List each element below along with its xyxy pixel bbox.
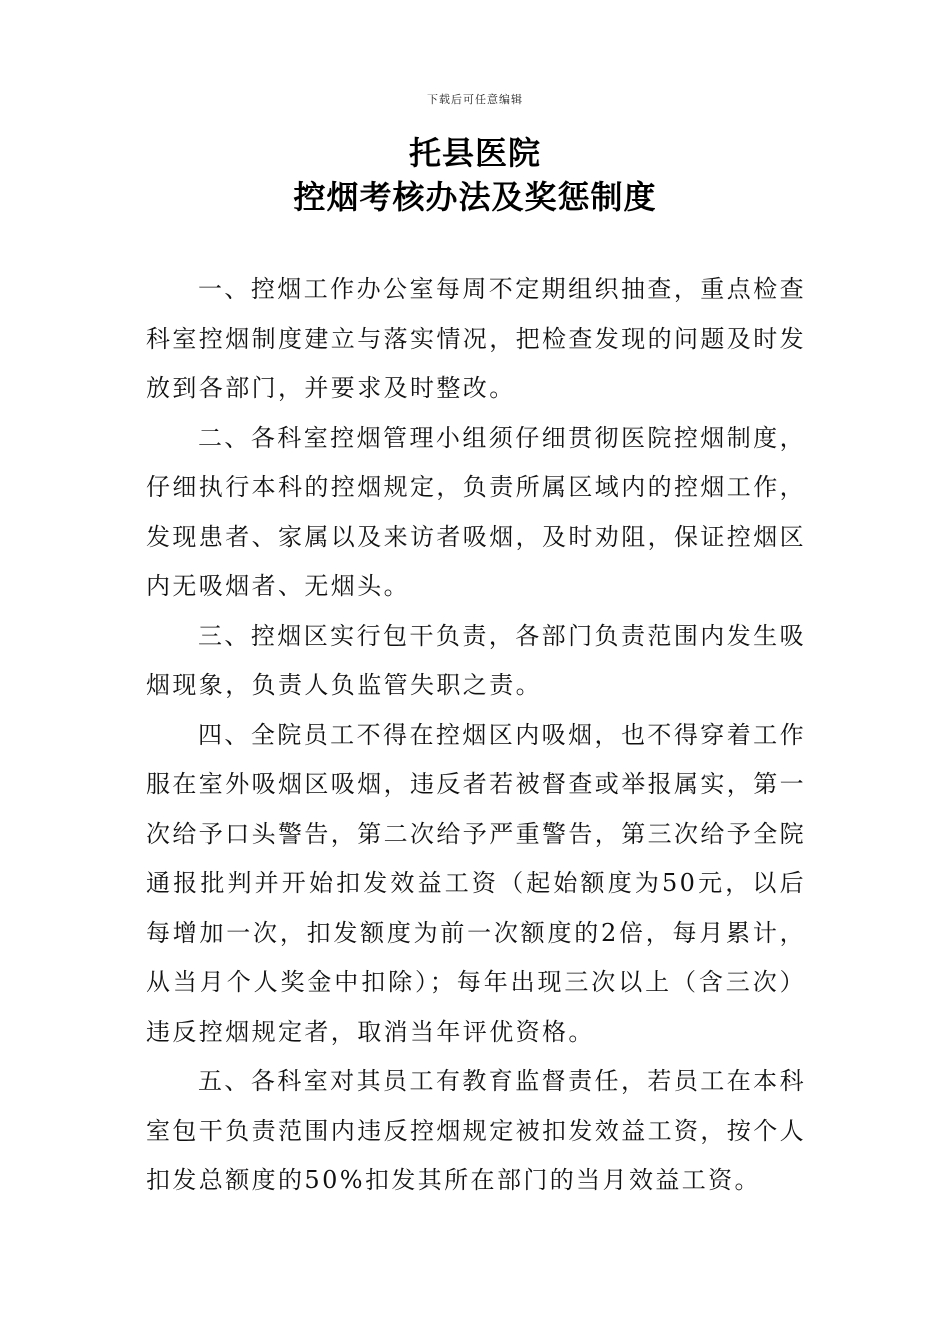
document-body — [146, 265, 806, 1206]
paragraph-5: 五、各科室对其员工有教育监督责任，若员工在本科室包干负责范围内违反控烟规定被扣发效益工资，按个人扣发总额度的50%扣发其所在部门的当月效益工资。 — [146, 1067, 806, 1194]
paragraph-1: 一、控烟工作办公室每周不定期组织抽查，重点检查科室控烟制度建立与落实情况，把检查发现的问题及时发放到各部门，并要求及时整改。 — [146, 275, 806, 402]
header-note: 下载后可任意编辑 — [427, 93, 523, 106]
document-title-hospital: 托县医院 — [408, 134, 541, 172]
paragraph-2: 二、各科室控烟管理小组须仔细贯彻医院控烟制度，仔细执行本科的控烟规定，负责所属区域内的控烟工作，发现患者、家属以及来访者吸烟，及时劝阻，保证控烟区内无吸烟者、无烟头。 — [146, 423, 806, 600]
paragraph-4: 四、全院员工不得在控烟区内吸烟，也不得穿着工作服在室外吸烟区吸烟，违反者若被督查或举报属实，第一次给予口头警告，第二次给予严重警告，第三次给予全院通报批判并开始扣发效益工资（起始额度为50元，以后每增加一次，扣发额度为前一次额度的2倍，每月累计，从当月个人奖金中扣除）；每年出现三次以上（含三次）违反控烟规定者，取消当年评优资格。 — [146, 720, 806, 1046]
document-title-regulation: 控烟考核办法及奖惩制度 — [293, 178, 657, 216]
paragraph-3: 三、控烟区实行包干负责，各部门负责范围内发生吸烟现象，负责人负监管失职之责。 — [146, 621, 806, 699]
